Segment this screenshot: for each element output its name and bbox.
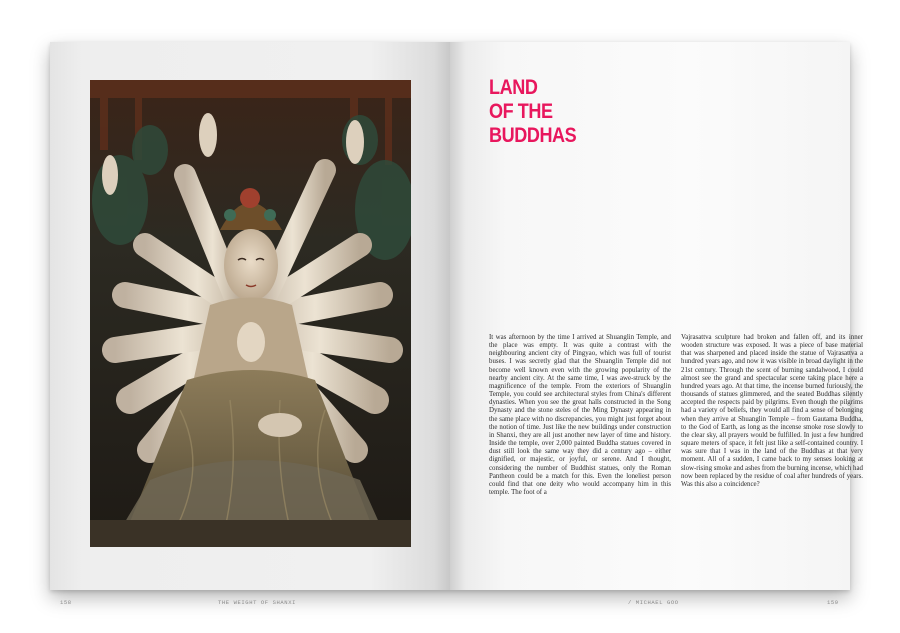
buddha-statue-photo xyxy=(90,80,411,547)
left-running-head: THE WEIGHT OF SHANXI xyxy=(218,599,297,606)
article-column-2: Vajrasattva sculpture had broken and fallen off, and its inner wooden structure was exposed. It was a piece of base material that was sharpened and placed inside the statue of Vajrasattva a hundred years ago, and now it was visible in broad daylight in the 21st century. Through the scent of burning sandalwood, I could almost see the grand and spectacular scene taking place here a hundred years ago. At that time, the incense burned furiously, the thousands of statues glimmered, and the seated Buddhas silently accepted the respects paid by pilgrims. Even though the pilgrims had a variety of beliefs, they would all find a sense of belonging when they arrive at Shuanglin Temple – from Gautama Buddha, to the God of Earth, as long as the incense smoke rose slowly to the clear sky, all prayers would be fulfilled. In just a few hundred square meters of space, it felt just like a self-contained country. I was sure that I was in the land of the Buddhas at that very moment. All of a sudden, I came back to my senses looking at slow-rising smoke and ashes from the burning incense, which had now been replaced by the residue of coal after hundreds of years. Was this also a coincidence? xyxy=(681,334,863,488)
article-title-line: BUDDHAS xyxy=(489,124,577,147)
right-page-number: 159 xyxy=(827,599,839,606)
left-page xyxy=(50,42,450,606)
left-page-number: 158 xyxy=(60,599,72,606)
article-title-line: LAND xyxy=(489,76,538,99)
article-column-1: It was afternoon by the time I arrived at Shuanglin Temple, and the place was empty. It was quite a contrast with the neighbouring ancient city of Pingyao, which was full of tourist buses. I was secretly glad that the Shuanglin Temple did not become well known even with the growing popularity of the nearby ancient city. At the same time, I was awe-struck by the magnificence of the temple. From the exteriors of Shuanglin Temple, you could see architectural styles from China's different dynasties. When you see the great halls constructed in the Song Dynasty and the stone steles of the Ming Dynasty appearing in the same place with no discrepancies, you might just forget about the notion of time. Just like the new buildings under construction in Shanxi, they are all just another new layer of time and history. Inside the temple, over 2,000 painted Buddha statues covered in dust still look the same way they did a century ago – either dignified, or majestic, or joyful, or serene. And I thought, considering the number of Buddhist statues, only the Roman Pantheon could be a match for this. Even the loneliest person could find that one deity who would accompany him in this temple. The foot of a xyxy=(489,334,671,496)
article-title xyxy=(489,76,576,148)
magazine-spread xyxy=(50,42,850,606)
right-running-head: / MICHAEL GOO xyxy=(628,599,679,606)
article-title-line: OF THE xyxy=(489,100,553,123)
